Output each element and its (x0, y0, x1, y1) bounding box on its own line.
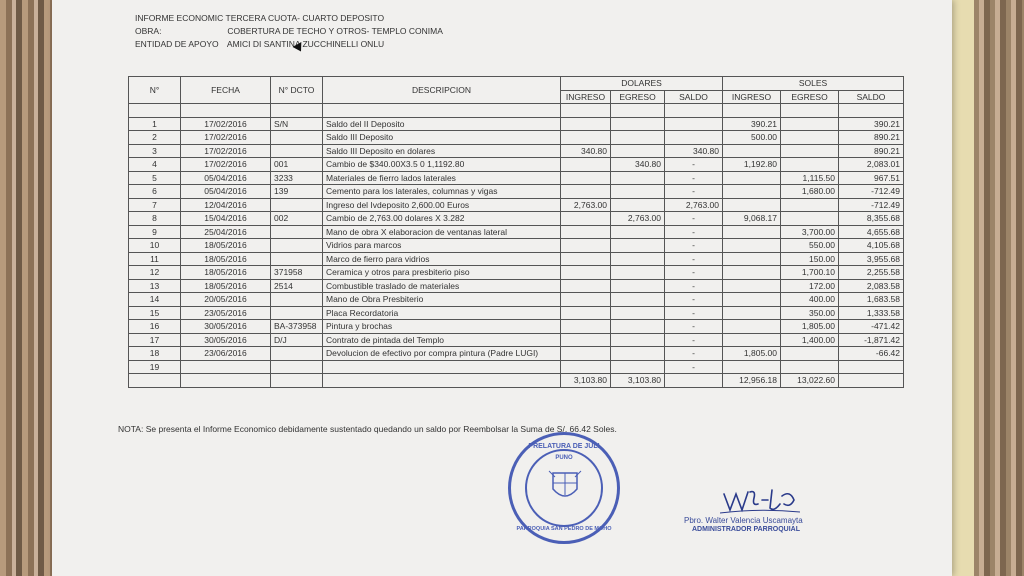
row-descripcion: Marco de fierro para vidrios (323, 252, 561, 266)
row-soles-egreso: 400.00 (781, 293, 839, 307)
row-dolares-ingreso (561, 360, 611, 374)
row-descripcion: Mano de Obra Presbiterio (323, 293, 561, 307)
row-soles-egreso (781, 198, 839, 212)
row-soles-saldo: 890.21 (839, 144, 904, 158)
row-soles-egreso: 550.00 (781, 239, 839, 253)
row-soles-saldo: 890.21 (839, 131, 904, 145)
row-soles-egreso (781, 360, 839, 374)
row-number: 19 (129, 360, 181, 374)
row-soles-egreso: 1,115.50 (781, 171, 839, 185)
table-row (129, 347, 904, 361)
row-soles-saldo (839, 360, 904, 374)
row-dcto (271, 198, 323, 212)
row-soles-saldo: -712.49 (839, 198, 904, 212)
row-soles-saldo: 1,333.58 (839, 306, 904, 320)
informe-label: INFORME ECONOMIC (135, 13, 224, 23)
row-dcto: S/N (271, 117, 323, 131)
row-number: 14 (129, 293, 181, 307)
row-dcto: 371958 (271, 266, 323, 280)
row-soles-ingreso: 500.00 (723, 131, 781, 145)
row-number: 10 (129, 239, 181, 253)
row-dolares-saldo: 2,763.00 (665, 198, 723, 212)
row-soles-egreso (781, 131, 839, 145)
row-dolares-ingreso (561, 117, 611, 131)
row-dolares-egreso: 340.80 (611, 158, 665, 172)
row-soles-saldo: 4,105.68 (839, 239, 904, 253)
row-soles-ingreso (723, 239, 781, 253)
coat-of-arms-icon (547, 469, 583, 505)
total-dolares-egreso: 3,103.80 (611, 374, 665, 388)
row-dolares-ingreso (561, 225, 611, 239)
row-dolares-saldo: - (665, 306, 723, 320)
stamp-sub-text: PUNO (555, 455, 573, 461)
row-dcto (271, 252, 323, 266)
row-dcto (271, 239, 323, 253)
row-soles-saldo: -712.49 (839, 185, 904, 199)
row-dolares-ingreso (561, 252, 611, 266)
row-descripcion: Materiales de fierro lados laterales (323, 171, 561, 185)
row-soles-ingreso: 9,068.17 (723, 212, 781, 226)
row-soles-saldo: 3,955.68 (839, 252, 904, 266)
obra-value: COBERTURA DE TECHO Y OTROS- TEMPLO CONIMA (227, 26, 443, 36)
row-soles-egreso (781, 347, 839, 361)
table-row (129, 266, 904, 280)
row-dcto: BA-373958 (271, 320, 323, 334)
row-fecha: 05/04/2016 (181, 171, 271, 185)
row-fecha: 18/05/2016 (181, 239, 271, 253)
row-soles-egreso (781, 144, 839, 158)
header-informe (135, 12, 443, 25)
row-fecha (181, 360, 271, 374)
row-soles-egreso (781, 117, 839, 131)
row-dolares-ingreso (561, 306, 611, 320)
row-soles-ingreso: 390.21 (723, 117, 781, 131)
row-fecha: 18/05/2016 (181, 279, 271, 293)
row-fecha: 23/05/2016 (181, 306, 271, 320)
handwritten-signature-icon (720, 486, 800, 516)
table-row (129, 239, 904, 253)
row-dcto (271, 306, 323, 320)
row-dcto (271, 293, 323, 307)
row-dolares-egreso (611, 279, 665, 293)
row-fecha: 17/02/2016 (181, 131, 271, 145)
informe-value: TERCERA CUOTA- CUARTO DEPOSITO (225, 13, 385, 23)
row-number: 11 (129, 252, 181, 266)
row-number: 6 (129, 185, 181, 199)
group-dolares-header: DOLARES (561, 77, 723, 91)
row-soles-saldo: -471.42 (839, 320, 904, 334)
row-number: 15 (129, 306, 181, 320)
row-soles-saldo: 2,083.01 (839, 158, 904, 172)
row-fecha: 17/02/2016 (181, 117, 271, 131)
row-number: 16 (129, 320, 181, 334)
stamp-bottom-text: PARROQUIA SAN PEDRO DE MOHO (516, 526, 612, 532)
row-dolares-ingreso (561, 158, 611, 172)
row-dolares-saldo: - (665, 225, 723, 239)
row-soles-saldo: 2,255.58 (839, 266, 904, 280)
table-row-blank (129, 104, 904, 118)
row-soles-egreso: 1,400.00 (781, 333, 839, 347)
row-descripcion: Pintura y brochas (323, 320, 561, 334)
row-fecha: 23/06/2016 (181, 347, 271, 361)
row-dolares-egreso (611, 239, 665, 253)
row-soles-ingreso (723, 333, 781, 347)
dolares-egreso-header: EGRESO (611, 90, 665, 104)
row-soles-ingreso (723, 225, 781, 239)
row-descripcion: Cemento para los laterales, columnas y vigas (323, 185, 561, 199)
row-dolares-ingreso (561, 131, 611, 145)
row-dolares-egreso (611, 144, 665, 158)
row-soles-ingreso (723, 266, 781, 280)
document-header (135, 12, 443, 51)
header-obra (135, 25, 443, 38)
row-dolares-egreso (611, 293, 665, 307)
row-soles-ingreso (723, 185, 781, 199)
table-row (129, 198, 904, 212)
row-dolares-ingreso: 340.80 (561, 144, 611, 158)
row-dolares-egreso (611, 185, 665, 199)
group-soles-header: SOLES (723, 77, 904, 91)
row-number: 13 (129, 279, 181, 293)
row-dolares-saldo: - (665, 360, 723, 374)
obra-label: OBRA: (135, 26, 162, 36)
row-number: 17 (129, 333, 181, 347)
row-dcto (271, 347, 323, 361)
row-descripcion: Placa Recordatoria (323, 306, 561, 320)
row-soles-egreso: 172.00 (781, 279, 839, 293)
row-dolares-egreso (611, 360, 665, 374)
row-fecha: 05/04/2016 (181, 185, 271, 199)
row-soles-ingreso (723, 252, 781, 266)
row-soles-ingreso: 1,192.80 (723, 158, 781, 172)
totals-row (129, 374, 904, 388)
row-dolares-egreso (611, 171, 665, 185)
row-dolares-saldo: - (665, 293, 723, 307)
row-descripcion (323, 360, 561, 374)
row-dolares-saldo (665, 117, 723, 131)
table-row (129, 131, 904, 145)
col-desc-header: DESCRIPCION (323, 77, 561, 104)
row-dolares-egreso (611, 117, 665, 131)
signature-block (684, 486, 803, 533)
row-descripcion: Saldo III Deposito (323, 131, 561, 145)
row-number: 7 (129, 198, 181, 212)
row-dcto: D/J (271, 333, 323, 347)
row-descripcion: Saldo del II Deposito (323, 117, 561, 131)
row-dolares-saldo: 340.80 (665, 144, 723, 158)
row-number: 4 (129, 158, 181, 172)
footnote: NOTA: Se presenta el Informe Economico debidamente sustentado quedando un saldo por Reembolsar la Suma de S/. 66.42 Soles. (118, 424, 617, 434)
row-soles-ingreso: 1,805.00 (723, 347, 781, 361)
table-row (129, 293, 904, 307)
col-dcto-header: N° DCTO (271, 77, 323, 104)
row-dcto: 001 (271, 158, 323, 172)
row-soles-egreso (781, 158, 839, 172)
row-soles-saldo: 2,083.58 (839, 279, 904, 293)
table-row (129, 360, 904, 374)
table-row (129, 333, 904, 347)
row-dolares-egreso (611, 306, 665, 320)
row-dolares-egreso (611, 266, 665, 280)
row-dcto (271, 360, 323, 374)
row-soles-egreso: 3,700.00 (781, 225, 839, 239)
row-soles-saldo: 967.51 (839, 171, 904, 185)
row-dolares-ingreso (561, 279, 611, 293)
row-number: 1 (129, 117, 181, 131)
row-dcto: 002 (271, 212, 323, 226)
row-soles-saldo: 1,683.58 (839, 293, 904, 307)
row-fecha: 17/02/2016 (181, 158, 271, 172)
row-soles-ingreso (723, 293, 781, 307)
total-soles-ingreso: 12,956.18 (723, 374, 781, 388)
soles-egreso-header: EGRESO (781, 90, 839, 104)
row-dcto: 2514 (271, 279, 323, 293)
total-dolares-ingreso: 3,103.80 (561, 374, 611, 388)
soles-ingreso-header: INGRESO (723, 90, 781, 104)
table-row (129, 144, 904, 158)
dolares-saldo-header: SALDO (665, 90, 723, 104)
row-dolares-saldo: - (665, 266, 723, 280)
signer-name: Pbro. Walter Valencia Uscamayta (684, 516, 803, 525)
row-dolares-egreso (611, 225, 665, 239)
row-fecha: 25/04/2016 (181, 225, 271, 239)
fabric-background-left (0, 0, 60, 576)
row-soles-ingreso (723, 306, 781, 320)
row-dolares-ingreso (561, 293, 611, 307)
row-dolares-saldo: - (665, 347, 723, 361)
row-dcto (271, 225, 323, 239)
row-number: 8 (129, 212, 181, 226)
total-soles-egreso: 13,022.60 (781, 374, 839, 388)
row-soles-saldo: 390.21 (839, 117, 904, 131)
row-soles-ingreso (723, 198, 781, 212)
ledger-table (128, 76, 904, 388)
dolares-ingreso-header: INGRESO (561, 90, 611, 104)
table-row (129, 117, 904, 131)
row-soles-ingreso (723, 279, 781, 293)
row-descripcion: Cambio de 2,763.00 dolares X 3.282 (323, 212, 561, 226)
row-soles-saldo: 4,655.68 (839, 225, 904, 239)
row-dolares-ingreso (561, 347, 611, 361)
row-fecha: 30/05/2016 (181, 333, 271, 347)
fabric-background-right (974, 0, 1024, 576)
row-descripcion: Combustible traslado de materiales (323, 279, 561, 293)
row-descripcion: Cambio de $340.00X3.5 0 1,1192.80 (323, 158, 561, 172)
row-dolares-ingreso: 2,763.00 (561, 198, 611, 212)
table-row (129, 185, 904, 199)
row-number: 3 (129, 144, 181, 158)
row-dcto: 3233 (271, 171, 323, 185)
parish-seal-stamp (508, 432, 620, 544)
row-dcto: 139 (271, 185, 323, 199)
row-fecha: 12/04/2016 (181, 198, 271, 212)
entidad-label: ENTIDAD DE APOYO (135, 39, 219, 49)
header-entidad (135, 38, 443, 51)
row-soles-ingreso (723, 171, 781, 185)
table-row (129, 225, 904, 239)
row-soles-egreso: 1,680.00 (781, 185, 839, 199)
row-dolares-saldo (665, 131, 723, 145)
row-soles-egreso: 1,700.10 (781, 266, 839, 280)
row-dolares-egreso (611, 333, 665, 347)
row-fecha: 20/05/2016 (181, 293, 271, 307)
row-dolares-saldo: - (665, 279, 723, 293)
row-soles-egreso (781, 212, 839, 226)
row-soles-egreso: 150.00 (781, 252, 839, 266)
row-dolares-ingreso (561, 212, 611, 226)
row-descripcion: Saldo III Deposito en dolares (323, 144, 561, 158)
table-row (129, 279, 904, 293)
row-dcto (271, 144, 323, 158)
row-dolares-ingreso (561, 333, 611, 347)
row-fecha: 30/05/2016 (181, 320, 271, 334)
entidad-value: AMICI DI SANTINA ZUCCHINELLI ONLU (226, 39, 385, 49)
row-dolares-saldo: - (665, 320, 723, 334)
row-dolares-ingreso (561, 185, 611, 199)
row-number: 18 (129, 347, 181, 361)
table-row (129, 306, 904, 320)
table-row (129, 320, 904, 334)
table-row (129, 158, 904, 172)
col-fecha-header: FECHA (181, 77, 271, 104)
row-descripcion: Vidrios para marcos (323, 239, 561, 253)
row-fecha: 18/05/2016 (181, 252, 271, 266)
row-descripcion: Ceramica y otros para presbiterio piso (323, 266, 561, 280)
table-row (129, 212, 904, 226)
row-dolares-saldo: - (665, 333, 723, 347)
row-dolares-saldo: - (665, 239, 723, 253)
row-dolares-ingreso (561, 320, 611, 334)
signer-role: ADMINISTRADOR PARROQUIAL (692, 526, 800, 533)
stamp-top-text: PRELATURA DE JULI (528, 443, 600, 450)
row-dcto (271, 131, 323, 145)
row-number: 2 (129, 131, 181, 145)
row-number: 9 (129, 225, 181, 239)
row-dolares-saldo: - (665, 185, 723, 199)
row-soles-saldo: -66.42 (839, 347, 904, 361)
row-dolares-egreso: 2,763.00 (611, 212, 665, 226)
row-dolares-saldo: - (665, 212, 723, 226)
table-row (129, 252, 904, 266)
row-dolares-egreso (611, 131, 665, 145)
row-soles-egreso: 350.00 (781, 306, 839, 320)
row-dolares-saldo: - (665, 158, 723, 172)
row-dolares-saldo: - (665, 171, 723, 185)
row-dolares-egreso (611, 347, 665, 361)
row-descripcion: Devolucion de efectivo por compra pintura (Padre LUGI) (323, 347, 561, 361)
row-dolares-ingreso (561, 266, 611, 280)
row-dolares-egreso (611, 320, 665, 334)
row-descripcion: Mano de obra X elaboracion de ventanas lateral (323, 225, 561, 239)
row-dolares-egreso (611, 198, 665, 212)
row-soles-saldo: 8,355.68 (839, 212, 904, 226)
row-soles-saldo: -1,871.42 (839, 333, 904, 347)
row-number: 5 (129, 171, 181, 185)
row-soles-ingreso (723, 320, 781, 334)
row-number: 12 (129, 266, 181, 280)
row-soles-egreso: 1,805.00 (781, 320, 839, 334)
table-row (129, 171, 904, 185)
row-descripcion: Contrato de pintada del Templo (323, 333, 561, 347)
row-dolares-ingreso (561, 239, 611, 253)
row-descripcion: Ingreso del Ivdeposito 2,600.00 Euros (323, 198, 561, 212)
row-fecha: 18/05/2016 (181, 266, 271, 280)
row-dolares-egreso (611, 252, 665, 266)
row-soles-ingreso (723, 360, 781, 374)
row-dolares-saldo: - (665, 252, 723, 266)
row-soles-ingreso (723, 144, 781, 158)
soles-saldo-header: SALDO (839, 90, 904, 104)
col-n-header: N° (129, 77, 181, 104)
table-header-row (129, 77, 904, 91)
row-fecha: 15/04/2016 (181, 212, 271, 226)
row-fecha: 17/02/2016 (181, 144, 271, 158)
row-dolares-ingreso (561, 171, 611, 185)
